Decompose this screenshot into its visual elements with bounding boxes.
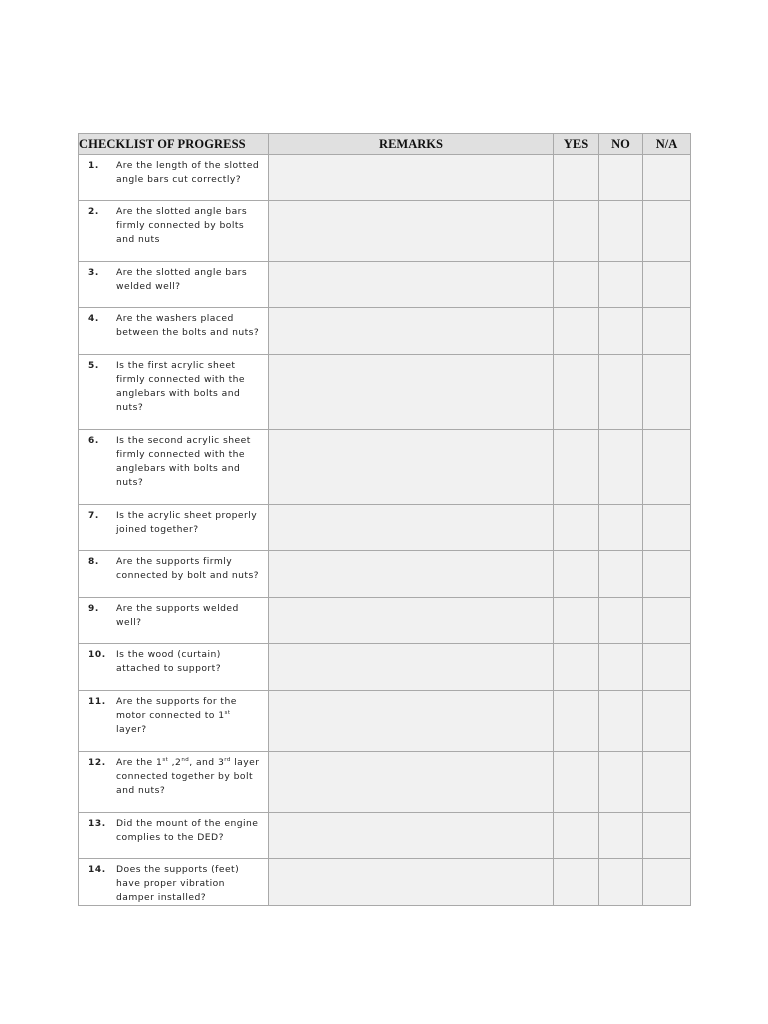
yes-cell[interactable] [554,201,599,262]
question-line: nuts? [116,402,144,413]
table-row [79,644,691,691]
item-number: 7. [88,511,99,521]
table-row [79,355,691,430]
remarks-cell[interactable] [269,752,554,813]
no-cell[interactable] [599,308,643,355]
checklist-item-cell [79,262,269,308]
item-question [116,602,239,630]
table-row [79,308,691,355]
na-cell[interactable] [643,201,691,262]
no-cell[interactable] [599,644,643,691]
no-cell[interactable] [599,813,643,859]
yes-cell[interactable] [554,308,599,355]
item-question [116,509,257,537]
question-line: layer? [116,724,147,735]
question-line: Does the supports (feet) [116,864,240,875]
table-row [79,813,691,859]
question-line: motor connected to 1st [116,710,231,721]
question-line: firmly connected by bolts [116,220,245,231]
question-line: anglebars with bolts and [116,388,241,399]
item-number: 10. [88,650,106,660]
table-row [79,598,691,644]
remarks-cell[interactable] [269,308,554,355]
question-line: Are the washers placed [116,313,234,324]
question-line: have proper vibration [116,878,225,889]
item-number: 13. [88,819,106,829]
no-cell[interactable] [599,201,643,262]
checklist-item-cell [79,598,269,644]
header-no: NO [599,134,643,155]
checklist-table [78,133,691,906]
na-cell[interactable] [643,430,691,505]
table-row [79,430,691,505]
item-number: 6. [88,436,99,446]
no-cell[interactable] [599,262,643,308]
checklist-item-cell [79,859,269,906]
question-line: anglebars with bolts and [116,463,241,474]
item-number: 1. [88,161,99,171]
question-line: and nuts [116,234,160,245]
remarks-cell[interactable] [269,355,554,430]
remarks-cell[interactable] [269,201,554,262]
item-question [116,359,245,415]
remarks-cell[interactable] [269,598,554,644]
ordinal-suffix: nd [181,757,190,763]
question-line: and nuts? [116,785,166,796]
checklist-item-cell [79,308,269,355]
na-cell[interactable] [643,308,691,355]
ordinal-suffix: st [224,710,231,716]
question-line: firmly connected with the [116,449,246,460]
question-line: firmly connected with the [116,374,246,385]
table-row [79,505,691,551]
table-row [79,201,691,262]
na-cell[interactable] [643,752,691,813]
no-cell[interactable] [599,551,643,598]
item-number: 5. [88,361,99,371]
question-line: Are the supports firmly [116,556,233,567]
table-row [79,551,691,598]
yes-cell[interactable] [554,644,599,691]
remarks-cell[interactable] [269,644,554,691]
na-cell[interactable] [643,691,691,752]
na-cell[interactable] [643,644,691,691]
table-row [79,155,691,201]
item-question [116,863,239,905]
checklist-item-cell [79,355,269,430]
item-question [116,205,247,247]
item-number: 11. [88,697,106,707]
table-row [79,691,691,752]
question-line: complies to the DED? [116,832,224,843]
question-line: Are the supports for the [116,696,237,707]
yes-cell[interactable] [554,859,599,906]
yes-cell[interactable] [554,355,599,430]
item-question [116,695,237,737]
na-cell[interactable] [643,859,691,906]
question-line: Is the wood (curtain) [116,649,221,660]
question-line: between the bolts and nuts? [116,327,260,338]
item-question [116,159,259,187]
yes-cell[interactable] [554,155,599,201]
item-question [116,312,259,340]
question-line: Is the first acrylic sheet [116,360,236,371]
yes-cell[interactable] [554,551,599,598]
remarks-cell[interactable] [269,505,554,551]
na-cell[interactable] [643,155,691,201]
question-line: Are the slotted angle bars [116,267,248,278]
question-line: Are the 1st ,2nd, and 3rd layer [116,757,260,768]
yes-cell[interactable] [554,691,599,752]
question-line: Are the length of the slotted [116,160,260,171]
question-line: connected by bolt and nuts? [116,570,260,581]
checklist-item-cell [79,752,269,813]
header-row [79,134,691,155]
table-row [79,752,691,813]
header-checklist: CHECKLIST OF PROGRESS [79,134,269,155]
item-number: 3. [88,268,99,278]
no-cell[interactable] [599,859,643,906]
na-cell[interactable] [643,505,691,551]
question-line: attached to support? [116,663,222,674]
no-cell[interactable] [599,155,643,201]
table-row [79,262,691,308]
question-line: nuts? [116,477,144,488]
na-cell[interactable] [643,262,691,308]
yes-cell[interactable] [554,598,599,644]
item-number: 14. [88,865,106,875]
checklist-body [79,155,691,906]
yes-cell[interactable] [554,262,599,308]
remarks-cell[interactable] [269,430,554,505]
item-number: 8. [88,557,99,567]
question-line: welded well? [116,281,181,292]
table-row [79,859,691,906]
remarks-cell[interactable] [269,155,554,201]
na-cell[interactable] [643,355,691,430]
question-line: Did the mount of the engine [116,818,259,829]
yes-cell[interactable] [554,752,599,813]
header-yes: YES [554,134,599,155]
question-line: joined together? [116,524,199,535]
question-line: Are the slotted angle bars [116,206,248,217]
item-number: 4. [88,314,99,324]
no-cell[interactable] [599,598,643,644]
checklist-item-cell [79,505,269,551]
item-question [116,817,258,845]
no-cell[interactable] [599,752,643,813]
checklist-item-cell [79,155,269,201]
question-line: connected together by bolt [116,771,254,782]
item-question [116,648,221,676]
item-number: 2. [88,207,99,217]
checklist-item-cell [79,813,269,859]
na-cell[interactable] [643,551,691,598]
no-cell[interactable] [599,355,643,430]
yes-cell[interactable] [554,505,599,551]
item-question [116,756,259,798]
header-remarks: REMARKS [269,134,554,155]
question-line: damper installed? [116,892,207,903]
item-number: 12. [88,758,106,768]
checklist-item-cell [79,430,269,505]
question-line: well? [116,617,142,628]
checklist-item-cell [79,691,269,752]
no-cell[interactable] [599,691,643,752]
question-line: Are the supports welded [116,603,239,614]
item-question [116,555,259,583]
item-question [116,434,251,490]
checklist-item-cell [79,551,269,598]
question-line: Is the second acrylic sheet [116,435,251,446]
remarks-cell[interactable] [269,551,554,598]
checklist-item-cell [79,644,269,691]
checklist-item-cell [79,201,269,262]
question-line: Is the acrylic sheet properly [116,510,258,521]
ordinal-suffix: st [162,757,169,763]
no-cell[interactable] [599,430,643,505]
question-line: angle bars cut correctly? [116,174,242,185]
na-cell[interactable] [643,598,691,644]
ordinal-suffix: rd [224,757,231,763]
no-cell[interactable] [599,505,643,551]
yes-cell[interactable] [554,430,599,505]
header-na: N/A [643,134,691,155]
remarks-cell[interactable] [269,262,554,308]
item-number: 9. [88,604,99,614]
remarks-cell[interactable] [269,691,554,752]
remarks-cell[interactable] [269,859,554,906]
item-question [116,266,247,294]
na-cell[interactable] [643,813,691,859]
remarks-cell[interactable] [269,813,554,859]
yes-cell[interactable] [554,813,599,859]
